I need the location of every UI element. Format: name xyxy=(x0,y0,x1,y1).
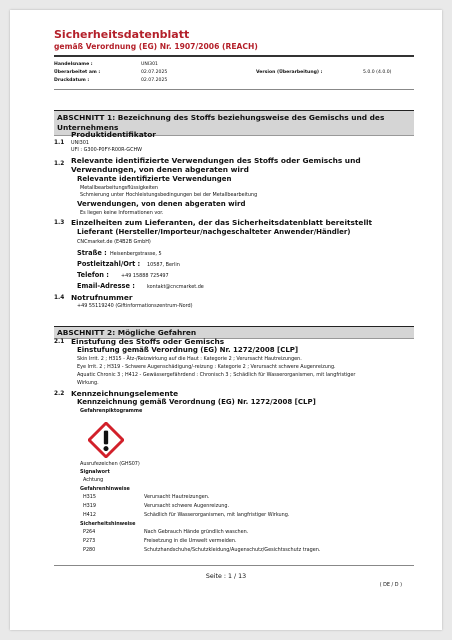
druckdatum-label: Druckdatum : xyxy=(54,78,90,83)
p-statement-code: P273 xyxy=(83,538,96,544)
p-statement-code: P280 xyxy=(83,547,96,553)
classification-line-1: Skin Irrit. 2 ; H315 - Ätz-/Reizwirkung auf die Haut : Kategorie 2 ; Verursacht Hautreizungen. xyxy=(77,356,302,362)
email-label: Email-Adresse : xyxy=(77,282,135,290)
section-1-4-heading: Notrufnummer xyxy=(71,293,133,302)
h-statement-text: Verursacht Hautreizungen. xyxy=(144,494,210,500)
section-1-3-heading: Einzelheiten zum Lieferanten, der das Sicherheitsdatenblatt bereitstellt xyxy=(71,218,373,227)
section-2-2-heading: Kennzeichnungselemente xyxy=(71,389,179,398)
ufi-code: UFI : G300-P0FY-R00R-GCHW xyxy=(71,147,143,153)
classification-line-3: Aquatic Chronic 3 ; H412 - Gewässergefährdend : Chronisch 3 ; Schädlich für Wasserorganismen, mit langfristiger xyxy=(77,372,356,378)
classification-line-2: Eye Irrit. 2 ; H319 - Schwere Augenschädigung/-reizung : Kategorie 2 ; Verursacht schwere Augenreizung. xyxy=(77,364,336,370)
handelsname-label: Handelsname : xyxy=(54,62,93,67)
section-1-4-number: 1.4 xyxy=(54,295,65,301)
h-statement-text: Schädlich für Wasserorganismen, mit langfristiger Wirkung. xyxy=(144,512,290,518)
document-subtitle: gemäß Verordnung (EG) Nr. 1907/2006 (REACH) xyxy=(54,42,258,51)
strasse-label: Straße : xyxy=(77,249,107,257)
section-2-1-number: 2.1 xyxy=(54,339,65,345)
use-item-2: Schmierung unter Hochleistungsbedingungen bei der Metallbearbeitung xyxy=(80,192,258,198)
version-label: Version (Überarbeitung) : xyxy=(256,70,323,75)
section-1-2-number: 1.2 xyxy=(54,161,65,167)
druckdatum-value: 02.07.2025 xyxy=(141,78,168,83)
section-2-title: ABSCHNITT 2: Mögliche Gefahren xyxy=(57,328,197,337)
hazard-statements-label: Gefahrenhinweise xyxy=(80,486,130,492)
document-title: Sicherheitsdatenblatt xyxy=(54,28,190,41)
header-divider xyxy=(54,55,414,57)
product-name: UNI301 xyxy=(71,140,90,146)
supplier-heading: Lieferant (Hersteller/Importeur/nachgeschalteter Anwender/Händler) xyxy=(77,228,351,236)
strasse-value: Heisenbergstrasse, 5 xyxy=(110,251,162,257)
plz-value: 10587, Berlin xyxy=(147,262,180,268)
ueberarbeitet-value: 02.07.2025 xyxy=(141,70,168,75)
section-1-2-heading-line2: Verwendungen, von denen abgeraten wird xyxy=(71,165,249,174)
h-statement-code: H412 xyxy=(83,512,97,518)
page-number: Seite : 1 / 13 xyxy=(205,573,247,580)
ghs07-caption: Ausrufezeichen (GHS07) xyxy=(80,461,140,467)
section-2-1-heading: Einstufung des Stoffs oder Gemischs xyxy=(71,337,225,346)
use-item-1: Metallbearbeitungsflüssigkeiten xyxy=(80,185,159,191)
company-name: CNCmarket.de (E4B2B GmbH) xyxy=(77,239,151,245)
p-statement-text: Freisetzung in die Umwelt vermeiden. xyxy=(144,538,237,544)
classification-line-4: Wirkung. xyxy=(77,380,99,386)
version-value: 5.0.0 (4.0.0) xyxy=(363,70,392,75)
uses-advised-against-heading: Verwendungen, von denen abgeraten wird xyxy=(77,200,246,208)
p-statement-text: Schutzhandschuhe/Schutzkleidung/Augenschutz/Gesichtsschutz tragen. xyxy=(144,547,321,553)
signal-word-label: Signalwort xyxy=(80,469,110,475)
footer-divider xyxy=(54,565,414,566)
clp-labelling-heading: Kennzeichnung gemäß Verordnung (EG) Nr. 1272/2008 [CLP] xyxy=(77,398,316,406)
section-1-2-heading-line1: Relevante identifizierte Verwendungen des Stoffs oder Gemischs und xyxy=(71,156,361,165)
p-statement-code: P264 xyxy=(83,529,96,535)
signal-word-value: Achtung xyxy=(83,477,104,483)
relevant-uses-heading: Relevante identifizierte Verwendungen xyxy=(77,175,232,183)
language-code: ( DE / D ) xyxy=(379,582,402,588)
plz-label: Postleitzahl/Ort : xyxy=(77,260,141,268)
section-1-3-number: 1.3 xyxy=(54,220,65,226)
h-statement-text: Verursacht schwere Augenreizung. xyxy=(144,503,230,509)
section-1-1-number: 1.1 xyxy=(54,140,65,146)
handelsname-value: UNI301 xyxy=(141,62,158,67)
meta-divider xyxy=(54,89,414,90)
email-value: kontakt@cncmarket.de xyxy=(147,284,204,290)
telefon-label: Telefon : xyxy=(77,271,109,279)
no-info-text: Es liegen keine Informationen vor. xyxy=(80,210,164,216)
emergency-number: +49 55119240 (Giftinformationszentrum-Nord) xyxy=(77,303,193,309)
precautionary-statements-label: Sicherheitshinweise xyxy=(80,521,136,527)
clp-classification-heading: Einstufung gemäß Verordnung (EG) Nr. 1272/2008 [CLP] xyxy=(77,346,299,354)
section-1-title: ABSCHNITT 1: Bezeichnung des Stoffs beziehungsweise des Gemischs und des Unternehmens xyxy=(57,113,385,132)
section-1-1-heading: Produktidentifikator xyxy=(71,130,156,139)
ueberarbeitet-label: Überarbeitet am : xyxy=(54,70,101,75)
ghs07-exclamation-icon xyxy=(88,422,124,458)
h-statement-code: H315 xyxy=(83,494,97,500)
telefon-value: +49 15888 725497 xyxy=(121,273,169,279)
pictograms-label: Gefahrenpiktogramme xyxy=(80,408,143,414)
section-2-2-number: 2.2 xyxy=(54,391,65,397)
sds-page xyxy=(10,10,442,630)
h-statement-code: H319 xyxy=(83,503,97,509)
p-statement-text: Nach Gebrauch Hände gründlich waschen. xyxy=(144,529,249,535)
